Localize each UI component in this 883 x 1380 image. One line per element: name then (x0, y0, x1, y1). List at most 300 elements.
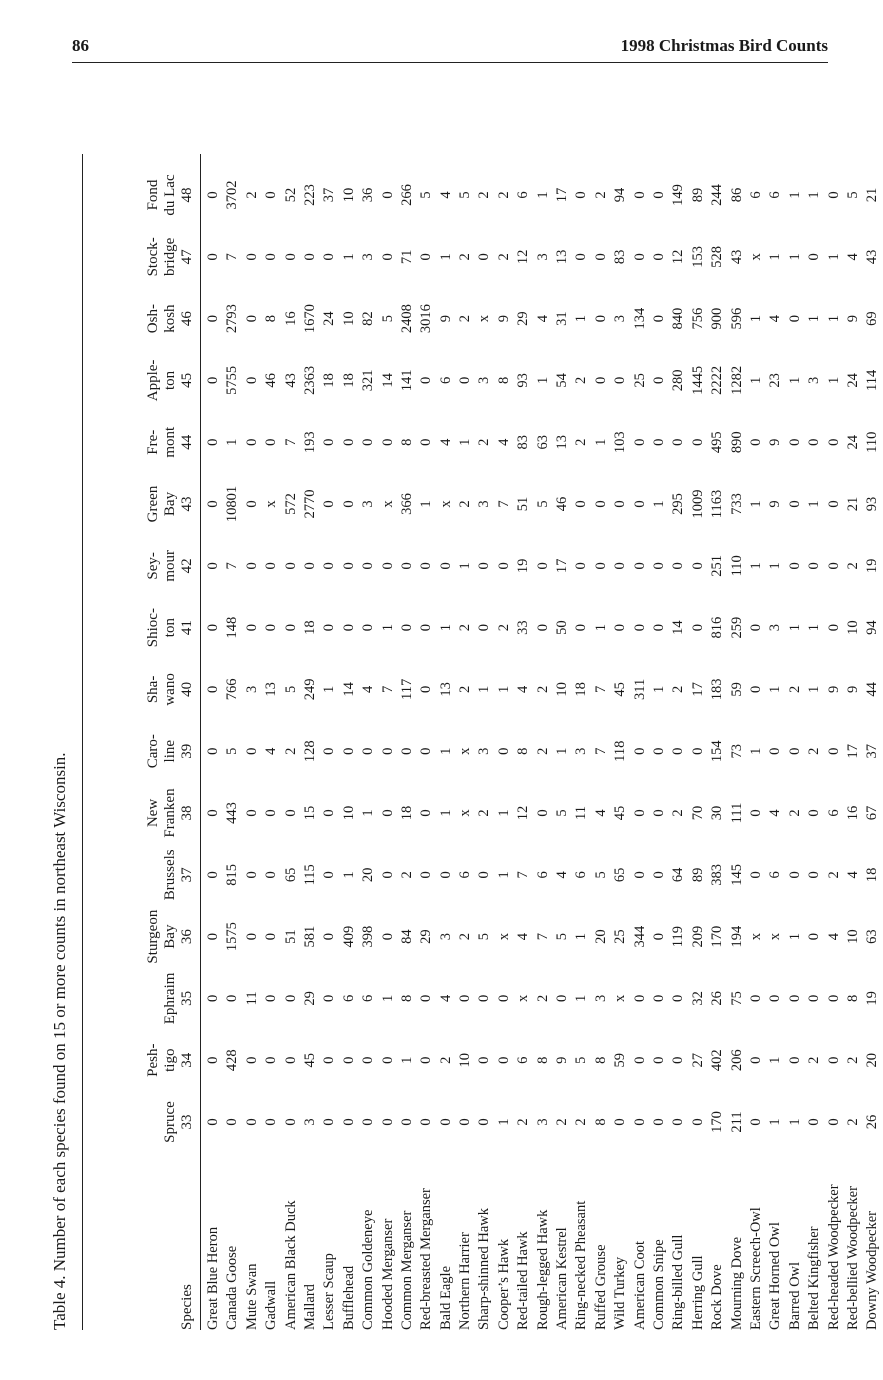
header-bottom-rule (200, 154, 201, 1330)
count-cell: 63 (534, 434, 551, 450)
count-cell: 0 (360, 438, 377, 446)
species-name: Ring-billed Gull (670, 1234, 687, 1330)
count-cell: 1 (806, 314, 823, 323)
count-cell: 0 (301, 562, 318, 570)
count-cell: 5 (554, 809, 571, 817)
count-cell: 0 (650, 809, 667, 817)
count-cell: 20 (360, 867, 377, 883)
count-cell: 1 (495, 685, 512, 694)
count-cell: 0 (806, 562, 823, 570)
count-cell: 2 (806, 747, 823, 755)
count-cell: 0 (205, 438, 221, 446)
count-cell: 12 (670, 249, 687, 265)
count-cell: 0 (321, 1118, 338, 1126)
count-cell: 0 (825, 1118, 842, 1126)
count-cell: 528 (709, 245, 726, 268)
count-cell: 402 (709, 1049, 726, 1072)
table-caption: Table 4. Number of each species found on 15 or more counts in northeast Wisconsin. (50, 752, 69, 1330)
count-cell: 1 (398, 1056, 415, 1064)
species-name: Sharp-shinned Hawk (476, 1207, 493, 1330)
count-cell: 0 (631, 500, 648, 508)
table-row (495, 154, 514, 1330)
count-cell: 1 (747, 314, 764, 323)
count-cell: 0 (592, 500, 609, 508)
count-cell: 0 (263, 191, 280, 199)
count-cell: 0 (263, 623, 280, 632)
count-cell: 890 (728, 431, 745, 454)
count-cell: 1670 (301, 304, 318, 334)
count-cell: 0 (379, 1056, 396, 1064)
count-cell: 0 (398, 562, 415, 570)
count-cell: 0 (650, 191, 667, 199)
count-cell: 110 (728, 555, 745, 577)
count-cell: 0 (476, 253, 493, 261)
species-name: Wild Turkey (612, 1256, 629, 1330)
count-cell: 0 (689, 438, 706, 446)
table-row (398, 154, 417, 1330)
count-cell: 3 (592, 994, 609, 1003)
count-cell: 0 (321, 500, 338, 508)
column-header-num: 38 (179, 805, 195, 821)
count-cell: 0 (224, 994, 241, 1003)
count-cell: 6 (534, 871, 551, 879)
running-title: 1998 Christmas Bird Counts (620, 36, 828, 55)
count-cell: 170 (709, 1111, 726, 1133)
count-cell: 13 (263, 682, 280, 697)
count-cell: x (515, 994, 532, 1003)
count-cell: 29 (418, 929, 435, 944)
count-cell: 0 (495, 1056, 512, 1064)
count-cell: 0 (263, 871, 280, 879)
count-cell: 0 (263, 562, 280, 570)
count-cell: 4 (515, 932, 532, 941)
count-cell: 0 (282, 809, 299, 817)
count-cell: 1 (786, 623, 803, 632)
table-row (320, 154, 339, 1330)
count-cell: 10 (844, 929, 861, 944)
count-cell: 0 (379, 438, 396, 446)
count-cell: 0 (650, 623, 667, 632)
count-cell: x (476, 314, 493, 323)
count-cell: 0 (573, 623, 590, 632)
count-cell: 3 (360, 500, 377, 508)
count-cell: 64 (670, 867, 687, 883)
count-cell: 3 (437, 932, 454, 941)
count-cell: 0 (767, 994, 784, 1003)
count-cell: 0 (631, 623, 648, 632)
count-cell: 1 (340, 871, 357, 879)
species-name: Ruffed Grouse (592, 1244, 609, 1330)
count-cell: 94 (612, 187, 629, 203)
table-top-rule (82, 154, 83, 1330)
count-cell: 193 (301, 431, 318, 454)
count-cell: 75 (728, 991, 745, 1006)
count-cell: 5755 (224, 365, 241, 395)
count-cell: 0 (418, 623, 435, 632)
table-row (223, 154, 242, 1330)
table-row (475, 154, 494, 1330)
count-cell: 2 (243, 191, 260, 199)
count-cell: 0 (321, 932, 338, 941)
count-cell: 18 (573, 682, 590, 697)
count-cell: 0 (495, 994, 512, 1003)
count-cell: 3 (243, 685, 260, 694)
count-cell: 0 (786, 314, 803, 323)
count-cell: 7 (592, 685, 609, 694)
count-cell: 94 (864, 620, 881, 635)
count-cell: 0 (631, 994, 648, 1003)
count-cell: 1 (224, 438, 241, 446)
column-header-num: 35 (179, 990, 195, 1006)
count-cell: 756 (689, 307, 706, 330)
count-cell: 0 (205, 376, 221, 385)
count-cell: 6 (747, 191, 764, 199)
count-cell: 0 (825, 500, 842, 508)
species-name: Downy Woodpecker (864, 1211, 881, 1330)
count-cell: 0 (263, 253, 280, 261)
count-cell: 2770 (301, 489, 318, 519)
species-name: Hooded Merganser (379, 1218, 396, 1330)
column-header-l1: Sha- (145, 675, 161, 704)
count-cell: 1 (650, 500, 667, 508)
count-cell: 0 (243, 1118, 260, 1126)
count-cell: 733 (728, 493, 745, 515)
count-cell: 0 (418, 747, 435, 755)
count-cell: 24 (321, 311, 338, 326)
count-cell: 900 (709, 307, 726, 330)
table-row (534, 154, 553, 1330)
count-cell: 0 (398, 623, 415, 632)
count-cell: 0 (631, 562, 648, 570)
count-cell: 0 (243, 623, 260, 632)
species-name: Canada Goose (224, 1245, 241, 1330)
count-cell: 0 (282, 994, 299, 1003)
count-cell: 5 (534, 500, 551, 508)
count-cell: 1282 (728, 365, 745, 395)
count-cell: x (457, 809, 474, 817)
count-cell: 3 (360, 253, 377, 261)
count-cell: 0 (806, 932, 823, 941)
count-cell: 0 (476, 623, 493, 632)
count-cell: 111 (728, 802, 745, 824)
count-cell: 3702 (224, 180, 241, 210)
count-cell: 1 (592, 438, 609, 446)
count-cell: 51 (515, 496, 532, 512)
count-cell: 2 (457, 253, 474, 261)
count-cell: 1 (379, 994, 396, 1003)
species-name: Great Horned Owl (767, 1222, 784, 1330)
page-number: 86 (72, 36, 89, 55)
table-row (592, 154, 611, 1330)
count-cell: 1 (806, 500, 823, 508)
count-cell: 0 (650, 438, 667, 446)
column-header (92, 845, 196, 905)
rotated-table (40, 100, 881, 1350)
count-cell: 0 (592, 562, 609, 570)
count-cell: 1 (806, 623, 823, 632)
count-cell: 0 (205, 500, 221, 508)
count-cell: 3 (534, 1118, 551, 1126)
count-cell: x (263, 500, 280, 508)
count-cell: 0 (243, 314, 260, 323)
count-cell: 93 (515, 373, 532, 388)
count-cell: 251 (709, 554, 726, 577)
column-header-l1: Fond (145, 179, 161, 211)
count-cell: 2 (476, 438, 493, 446)
count-cell: 0 (747, 809, 764, 817)
count-cell: 3 (476, 747, 493, 755)
count-cell: 0 (650, 871, 667, 879)
count-cell: 0 (631, 809, 648, 817)
count-cell: 10 (844, 620, 861, 635)
count-cell: x (457, 747, 474, 755)
column-header-l1: Pesh- (145, 1043, 161, 1077)
column-header-num: 43 (179, 496, 195, 512)
species-name: Bufflehead (340, 1265, 357, 1330)
count-cell: 6 (515, 191, 532, 199)
count-cell: 211 (728, 1111, 745, 1133)
count-cell: 9 (844, 314, 861, 323)
count-cell: 0 (243, 809, 260, 817)
count-cell: 0 (379, 871, 396, 879)
count-cell: 4 (844, 253, 861, 261)
column-header-l2: mont (162, 426, 178, 458)
count-cell: 16 (844, 805, 861, 821)
count-cell: 0 (205, 871, 221, 879)
column-header-l1: Stock- (145, 237, 161, 277)
count-cell: 581 (301, 925, 318, 948)
count-cell: 0 (670, 747, 687, 755)
count-cell: 7 (282, 438, 299, 446)
count-cell: 13 (554, 434, 571, 450)
count-cell: 0 (670, 1056, 687, 1064)
column-header-l2: Bay (162, 491, 178, 517)
count-cell: x (437, 500, 454, 508)
count-cell: 24 (844, 373, 861, 388)
count-cell: 0 (205, 314, 221, 323)
header-rule (72, 62, 828, 63)
count-cell: 10 (457, 1052, 474, 1068)
count-cell: 0 (224, 1118, 241, 1126)
count-cell: 5 (224, 747, 241, 755)
count-cell: 0 (650, 1118, 667, 1126)
count-cell: 13 (437, 682, 454, 697)
table-row (437, 154, 456, 1330)
column-header-l1: Sturgeon (145, 909, 161, 964)
count-cell: 117 (398, 678, 415, 701)
count-cell: 0 (243, 253, 260, 261)
count-cell: 20 (592, 929, 609, 944)
species-name: Herring Gull (689, 1255, 706, 1330)
count-cell: 596 (728, 307, 745, 330)
count-cell: 11 (243, 991, 260, 1006)
column-header-num: 46 (179, 311, 195, 327)
count-cell: 134 (631, 307, 648, 330)
count-cell: 3016 (418, 304, 435, 334)
count-cell: 1 (321, 685, 338, 694)
count-cell: 2 (457, 685, 474, 694)
count-cell: 0 (282, 623, 299, 632)
count-cell: 0 (321, 809, 338, 817)
table-row (379, 154, 398, 1330)
count-cell: 6 (340, 994, 357, 1003)
count-cell: 17 (689, 682, 706, 697)
count-cell: 82 (360, 311, 377, 326)
table-row (514, 154, 533, 1330)
count-cell: 5 (573, 1056, 590, 1064)
count-cell: 443 (224, 802, 241, 824)
count-cell: 2 (534, 994, 551, 1003)
count-cell: 149 (670, 184, 687, 206)
column-header-num: 37 (179, 867, 195, 883)
count-cell: x (379, 500, 396, 508)
count-cell: 5 (592, 871, 609, 879)
count-cell: 14 (670, 620, 687, 635)
count-cell: 5 (844, 191, 861, 199)
count-cell: 9 (844, 685, 861, 694)
count-cell: 4 (437, 438, 454, 446)
count-cell: 7 (534, 932, 551, 941)
count-cell: 0 (670, 438, 687, 446)
count-cell: 26 (864, 1114, 881, 1130)
count-cell: 0 (398, 747, 415, 755)
count-cell: 0 (631, 253, 648, 261)
count-cell: 1 (825, 376, 842, 385)
count-cell: 0 (418, 253, 435, 261)
count-cell: 1 (592, 623, 609, 632)
count-cell: 1 (418, 500, 435, 508)
table-row (456, 154, 475, 1330)
count-cell: 153 (689, 245, 706, 268)
count-cell: 3 (573, 747, 590, 755)
count-cell: 0 (321, 623, 338, 632)
species-name: Red-bellied Woodpecker (844, 1186, 861, 1330)
count-cell: 0 (418, 1056, 435, 1064)
count-cell: 0 (340, 562, 357, 570)
count-cell: 0 (592, 314, 609, 323)
count-cell: 1 (806, 191, 823, 199)
column-header (92, 350, 196, 410)
count-cell: 0 (592, 253, 609, 261)
count-cell: 7 (515, 871, 532, 879)
count-cell: 12 (515, 805, 532, 821)
count-cell: 4 (767, 809, 784, 817)
count-cell: 0 (806, 994, 823, 1003)
count-cell: 0 (340, 500, 357, 508)
count-cell: 3 (806, 376, 823, 385)
count-cell: 59 (728, 682, 745, 697)
count-cell: 10 (340, 805, 357, 821)
count-cell: 1 (360, 809, 377, 817)
count-cell: 1 (825, 253, 842, 261)
column-header (92, 536, 196, 596)
count-cell: 118 (612, 740, 629, 762)
count-cell: 280 (670, 369, 687, 392)
count-cell: 0 (825, 623, 842, 632)
count-cell: 8 (592, 1056, 609, 1064)
count-cell: 1 (767, 1118, 784, 1126)
count-cell: 2222 (709, 365, 726, 395)
count-cell: 0 (534, 562, 551, 570)
column-header-l1: Sey- (145, 552, 161, 580)
count-cell: 0 (379, 253, 396, 261)
count-cell: 0 (495, 562, 512, 570)
count-cell: 0 (650, 376, 667, 385)
count-cell: 1 (786, 1118, 803, 1126)
count-cell: 0 (205, 562, 221, 570)
count-cell: 0 (806, 809, 823, 817)
count-cell: 0 (612, 500, 629, 508)
count-cell: 344 (631, 925, 648, 948)
count-cell: 0 (321, 253, 338, 261)
count-cell: 0 (650, 932, 667, 941)
count-cell: 0 (670, 562, 687, 570)
count-cell: 2 (457, 623, 474, 632)
count-cell: 37 (321, 187, 338, 203)
count-cell: 70 (689, 805, 706, 821)
count-cell: 0 (437, 871, 454, 879)
count-cell: 1 (806, 685, 823, 694)
column-header-num: 40 (179, 681, 195, 697)
count-cell: 4 (825, 932, 842, 941)
column-header (92, 474, 196, 534)
count-cell: 84 (398, 929, 415, 944)
count-cell: 0 (243, 376, 260, 385)
table-row (553, 154, 572, 1330)
count-cell: 398 (360, 925, 377, 948)
count-cell: 0 (379, 809, 396, 817)
species-name: Mallard (301, 1284, 318, 1330)
count-cell: 0 (321, 1056, 338, 1064)
count-cell: 0 (612, 562, 629, 570)
column-header-l2: ton (162, 618, 178, 638)
count-cell: 9 (767, 438, 784, 446)
count-cell: 0 (205, 1056, 221, 1064)
count-cell: 0 (321, 562, 338, 570)
count-cell: 2363 (301, 365, 318, 395)
count-cell: 6 (573, 871, 590, 879)
count-cell: 1 (747, 747, 764, 755)
count-cell: 495 (709, 431, 726, 454)
count-cell: 2 (592, 191, 609, 199)
column-header (92, 659, 196, 719)
count-cell: 2 (534, 685, 551, 694)
count-cell: 2 (457, 314, 474, 323)
species-name: American Black Duck (282, 1200, 299, 1330)
count-cell: x (747, 932, 764, 941)
count-cell: 6 (360, 994, 377, 1003)
count-cell: 0 (786, 994, 803, 1003)
count-cell: 32 (689, 991, 706, 1006)
count-cell: 0 (243, 871, 260, 879)
count-cell: 65 (612, 867, 629, 883)
count-cell: 815 (224, 863, 241, 886)
count-cell: 15 (301, 805, 318, 821)
count-cell: 7 (592, 747, 609, 755)
count-cell: 145 (728, 863, 745, 886)
count-cell: 4 (495, 438, 512, 446)
count-cell: 1 (495, 809, 512, 817)
count-cell: 0 (806, 253, 823, 261)
count-cell: 0 (301, 253, 318, 261)
count-cell: 0 (573, 562, 590, 570)
count-cell: 1009 (689, 489, 706, 519)
count-cell: 4 (844, 871, 861, 879)
count-cell: 1 (554, 747, 571, 755)
count-cell: x (767, 932, 784, 941)
count-cell: 1 (573, 932, 590, 941)
count-cell: 0 (263, 994, 280, 1003)
